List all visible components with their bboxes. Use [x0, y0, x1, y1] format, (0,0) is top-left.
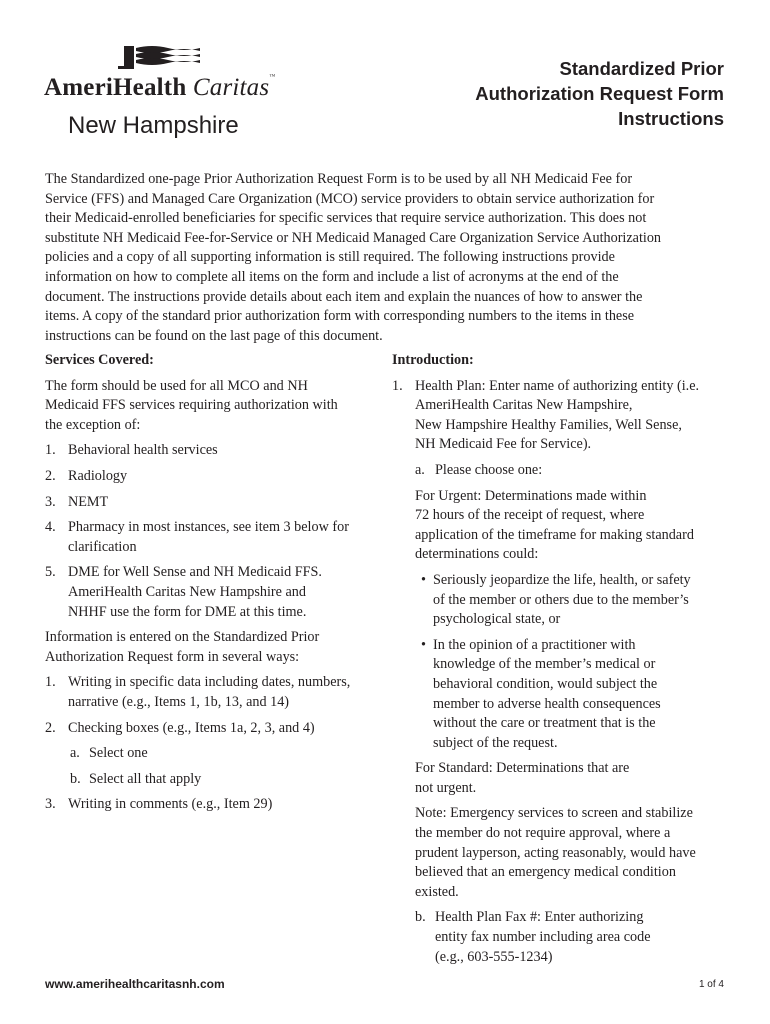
list-subitem: a. Select one	[70, 745, 148, 762]
list-item: 3. Writing in comments (e.g., Item 29)	[45, 796, 273, 813]
urgent-paragraph: For Urgent: Determinations made within 72 hours of the receipt of request, where application of the timeframe for making standard determinations could:	[415, 487, 694, 563]
bullet-icon: •	[421, 636, 426, 653]
intro-paragraph: The Standardized one-page Prior Authorization Request Form is to be used by all NH Medicaid Fee for Service (FFS) and Managed Care Organization (MCO) service providers to obtain service authorization for their Medicaid-enrolled beneficiaries for specific services that require service authorization. This does not substitute NH Medicaid Fee-for-Service or NH Medicaid Managed Care Organization Service Authorization policies and a copy of all supporting information is still required. The following instructions provide information on how to complete all items on the form and include a list of acronyms at the end of the document. The instructions provide details about each item and explain the nuances of how to answer the items. A copy of the standard prior authorization form with corresponding numbers to the items in these instructions can be found on the last page of this document.	[45, 171, 662, 344]
page-title: Standardized Prior Authorization Request Form Instructions	[475, 58, 724, 129]
bullet-item: • Seriously jeopardize the life, health, or safety of the member or others due to the member’s psychological state, or	[421, 571, 691, 628]
note-paragraph: Note: Emergency services to screen and stabilize the member do not require approval, where a prudent layperson, acting reasonably, would have believed that an emergency medical condition existed.	[415, 805, 696, 900]
flag-icon	[118, 44, 202, 72]
services-paragraph: The form should be used for all MCO and NH Medicaid FFS services requiring authorization with the exception of:	[45, 377, 338, 433]
list-item: 3. NEMT	[45, 493, 109, 510]
list-item: 1. Health Plan: Enter name of authorizing entity (i.e. AmeriHealth Caritas New Hampshire, New Hampshire Healthy Families, Well Sense, NH Medicaid Fee for Service).	[392, 377, 700, 453]
introduction-heading: Introduction:	[392, 352, 474, 368]
list-item: 1. Behavioral health services	[45, 442, 218, 459]
introduction-column	[392, 351, 732, 973]
standard-paragraph: For Standard: Determinations that are not urgent.	[415, 760, 630, 796]
list-item: 2. Radiology	[45, 467, 128, 484]
list-item: 4. Pharmacy in most instances, see item 3 below for clarification	[45, 519, 349, 555]
page-number: 1 of 4	[698, 979, 724, 990]
list-item: 5. DME for Well Sense and NH Medicaid FFS. AmeriHealth Caritas New Hampshire and NHHF use the form for DME at this time.	[45, 564, 322, 620]
services-covered-heading: Services Covered:	[45, 352, 154, 368]
bullet-item: • In the opinion of a practitioner with knowledge of the member’s medical or behavioral condition, would subject the member to adverse health consequences without the care or treatment that is the subject of the request.	[421, 636, 661, 751]
brand-state: New Hampshire	[68, 112, 239, 139]
list-subitem: b. Select all that apply	[70, 770, 202, 787]
brand-name: AmeriHealth Caritas™	[44, 74, 276, 101]
list-item: 1. Writing in specific data including dates, numbers, narrative (e.g., Items 1, 1b, 13, and 14)	[45, 674, 351, 710]
bullet-icon: •	[421, 571, 426, 588]
list-subitem: a. Please choose one:	[415, 461, 543, 478]
services-covered-column	[45, 351, 385, 821]
logo	[44, 44, 304, 144]
footer-url[interactable]: www.amerihealthcaritasnh.com	[45, 977, 225, 991]
list-subitem: b. Health Plan Fax #: Enter authorizing entity fax number including area code (e.g., 603-555-1234)	[415, 909, 651, 965]
entry-methods-paragraph: Information is entered on the Standardized Prior Authorization Request form in several ways:	[45, 629, 320, 665]
list-item: 2. Checking boxes (e.g., Items 1a, 2, 3, and 4)	[45, 719, 315, 736]
